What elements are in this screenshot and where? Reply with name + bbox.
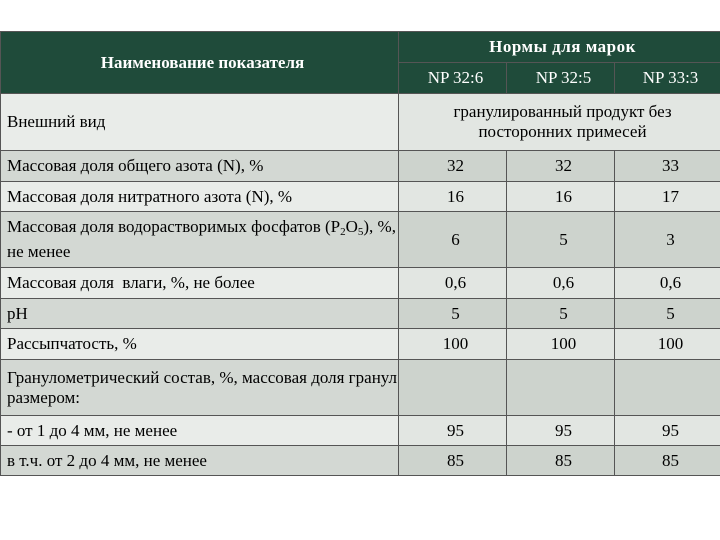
row-label: Массовая доля нитратного азота (N), % [1, 182, 399, 212]
table-row [1, 329, 720, 360]
cell-value: 95 [615, 416, 720, 446]
cell-value: 16 [507, 182, 615, 212]
cell-value: 100 [615, 329, 720, 360]
table-row [1, 416, 720, 446]
cell-value: 5 [507, 212, 615, 268]
cell-value: 5 [399, 299, 507, 329]
table-row [1, 268, 720, 299]
header-indicator-name: Наименование показателя [1, 32, 399, 94]
cell-value: 85 [507, 446, 615, 476]
cell-value: 85 [399, 446, 507, 476]
row-label: Массовая доля общего азота (N), % [1, 151, 399, 182]
specification-table [0, 31, 720, 476]
cell-value: 32 [507, 151, 615, 182]
table-row [1, 94, 720, 151]
row-label: pH [1, 299, 399, 329]
cell-value [507, 360, 615, 416]
cell-value: 32 [399, 151, 507, 182]
cell-value: 100 [399, 329, 507, 360]
row-label: Рассыпчатость, % [1, 329, 399, 360]
table-row [1, 360, 720, 416]
cell-value: 0,6 [507, 268, 615, 299]
cell-value: 16 [399, 182, 507, 212]
row-label: Массовая доля влаги, %, не более [1, 268, 399, 299]
header-norms: Нормы для марок [399, 32, 720, 63]
table-row [1, 212, 720, 268]
table-row [1, 182, 720, 212]
cell-value: 5 [507, 299, 615, 329]
cell-value: 0,6 [399, 268, 507, 299]
header-grade-2: NP 32:5 [507, 63, 615, 94]
cell-value: 6 [399, 212, 507, 268]
cell-value [399, 360, 507, 416]
appearance-value: гранулированный продукт без посторонних примесей [399, 94, 720, 151]
cell-value: 85 [615, 446, 720, 476]
cell-value: 0,6 [615, 268, 720, 299]
row-label: Массовая доля водорастворимых фосфатов $(P_2O_5)$, %, не менее [1, 212, 399, 268]
cell-value: 95 [507, 416, 615, 446]
header-grade-3: NP 33:3 [615, 63, 720, 94]
row-label: - от 1 до 4 мм, не менее [1, 416, 399, 446]
row-label: Внешний вид [1, 94, 399, 151]
cell-value: 100 [507, 329, 615, 360]
cell-value: 95 [399, 416, 507, 446]
table-row [1, 299, 720, 329]
table-row [1, 446, 720, 476]
row-label: в т.ч. от 2 до 4 мм, не менее [1, 446, 399, 476]
cell-value [615, 360, 720, 416]
cell-value: 33 [615, 151, 720, 182]
row-label: Гранулометрический состав, %, массовая доля гранул размером: [1, 360, 399, 416]
header-grade-1: NP 32:6 [399, 63, 507, 94]
table-row [1, 151, 720, 182]
cell-value: 5 [615, 299, 720, 329]
cell-value: 3 [615, 212, 720, 268]
cell-value: 17 [615, 182, 720, 212]
